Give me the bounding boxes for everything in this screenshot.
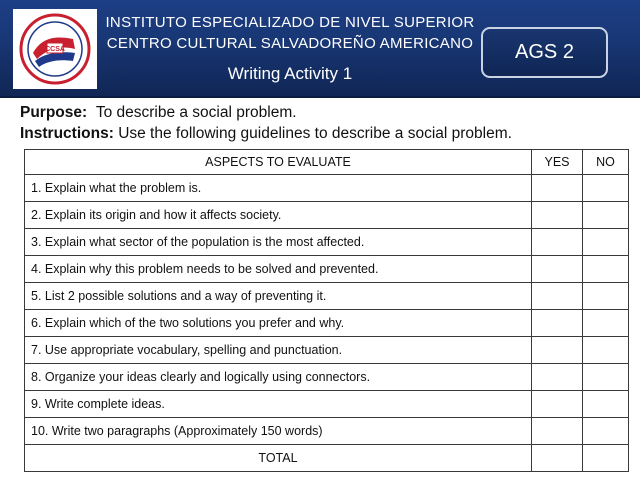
yes-cell[interactable]	[532, 310, 583, 337]
table-row	[25, 310, 629, 337]
purpose-line	[20, 104, 297, 122]
institution-logo	[13, 9, 97, 89]
no-cell[interactable]	[583, 418, 629, 445]
table-row	[25, 337, 629, 364]
total-row	[25, 445, 629, 472]
ags-badge: AGS 2	[481, 27, 608, 78]
criterion-text: 2. Explain its origin and how it affects society.	[25, 202, 532, 229]
instructions-text: Use the following guidelines to describe a social problem.	[118, 125, 512, 142]
institution-name-line2: CENTRO CULTURAL SALVADOREÑO AMERICANO	[106, 35, 474, 52]
header-aspects: ASPECTS TO EVALUATE	[25, 150, 532, 175]
evaluation-rubric-table	[24, 149, 629, 472]
table-row	[25, 418, 629, 445]
yes-cell[interactable]	[532, 337, 583, 364]
purpose-text: To describe a social problem.	[95, 104, 297, 121]
activity-title: Writing Activity 1	[227, 64, 353, 83]
no-cell[interactable]	[583, 283, 629, 310]
yes-cell[interactable]	[532, 364, 583, 391]
criterion-text: 8. Organize your ideas clearly and logically using connectors.	[25, 364, 532, 391]
no-cell[interactable]	[583, 391, 629, 418]
no-cell[interactable]	[583, 229, 629, 256]
yes-cell[interactable]	[532, 256, 583, 283]
criterion-text: 10. Write two paragraphs (Approximately 150 words)	[25, 418, 532, 445]
criterion-text: 4. Explain why this problem needs to be solved and prevented.	[25, 256, 532, 283]
criterion-text: 1. Explain what the problem is.	[25, 175, 532, 202]
table-row	[25, 229, 629, 256]
table-row	[25, 202, 629, 229]
institution-name-line1: INSTITUTO ESPECIALIZADO DE NIVEL SUPERIOR	[105, 14, 475, 31]
instructions-line	[20, 125, 512, 143]
table-row	[25, 391, 629, 418]
no-cell[interactable]	[583, 175, 629, 202]
total-label: TOTAL	[25, 445, 532, 472]
criterion-text: 5. List 2 possible solutions and a way of preventing it.	[25, 283, 532, 310]
no-cell[interactable]	[583, 256, 629, 283]
purpose-label: Purpose:	[20, 104, 88, 121]
yes-cell[interactable]	[532, 418, 583, 445]
yes-cell[interactable]	[532, 391, 583, 418]
criterion-text: 7. Use appropriate vocabulary, spelling and punctuation.	[25, 337, 532, 364]
seal-logo-icon	[13, 9, 97, 89]
table-row	[25, 283, 629, 310]
header-banner	[0, 0, 640, 98]
criterion-text: 9. Write complete ideas.	[25, 391, 532, 418]
table-header-row	[25, 150, 629, 175]
yes-cell[interactable]	[532, 229, 583, 256]
table-row	[25, 175, 629, 202]
yes-cell[interactable]	[532, 283, 583, 310]
total-yes-cell[interactable]	[532, 445, 583, 472]
instructions-label: Instructions:	[20, 125, 114, 142]
criterion-text: 6. Explain which of the two solutions you prefer and why.	[25, 310, 532, 337]
table-row	[25, 364, 629, 391]
yes-cell[interactable]	[532, 175, 583, 202]
no-cell[interactable]	[583, 364, 629, 391]
criterion-text: 3. Explain what sector of the population is the most affected.	[25, 229, 532, 256]
yes-cell[interactable]	[532, 202, 583, 229]
header-yes: YES	[532, 150, 583, 175]
total-no-cell[interactable]	[583, 445, 629, 472]
svg-text:CCSA: CCSA	[45, 46, 65, 53]
no-cell[interactable]	[583, 337, 629, 364]
header-no: NO	[583, 150, 629, 175]
no-cell[interactable]	[583, 202, 629, 229]
no-cell[interactable]	[583, 310, 629, 337]
table-row	[25, 256, 629, 283]
